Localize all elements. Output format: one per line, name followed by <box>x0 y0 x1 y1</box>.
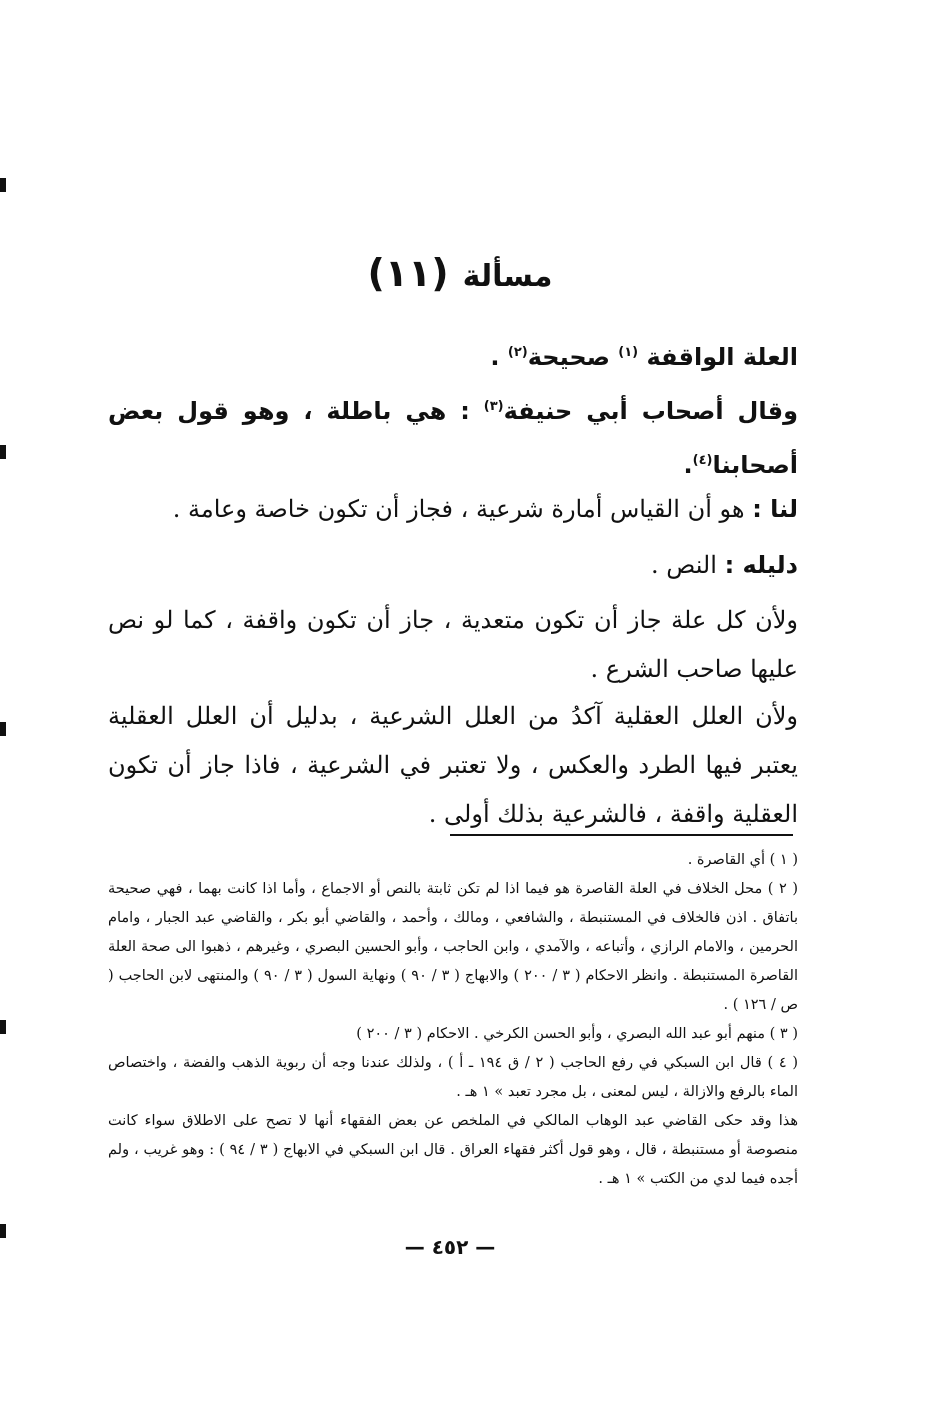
paragraph-second-argument: ولأن كل علة جاز أن تكون متعدية ، جاز أن تكون واقفة ، كما لو نص عليها صاحب الشرع . <box>108 606 798 683</box>
heading-number: (١١) <box>367 251 449 295</box>
footnote-ref: (٣) <box>483 399 504 414</box>
paragraph-thesis <box>108 328 798 382</box>
footnote-ref: (١) <box>618 345 639 360</box>
argument-lead: لنا : <box>752 495 798 523</box>
evidence-lead: دليله : <box>724 551 798 579</box>
scan-edge-mark <box>0 445 6 459</box>
paragraph-third-argument: ولأن العلل العقلية آكدُ من العلل الشرعية ، بدليل أن العلل العقلية يعتبر فيها الطرد والعكس ، ولا تعتبر في الشرعية ، فاذا جاز أن تكون العقلية واقفة ، فالشرعية بذلك أولى . <box>108 702 798 828</box>
scan-edge-mark <box>0 722 6 736</box>
footnote-1: ( ١ ) أي القاصرة . <box>687 852 798 868</box>
opposing-text-2: : هي باطلة ، وهو قول بعض أصحابنا <box>108 397 798 479</box>
footnote-2: ( ٢ ) محل الخلاف في العلة القاصرة هو فيما اذا لم تكن ثابتة بالنص أو الاجماع ، وأما اذا كانت بهما ، فهي صحيحة باتفاق . اذن فالخلاف في المستنبطة ، والشافعي ، ومالك ، وأحمد ، والقاضي أبو بكر ، والقاضي عبد الجبار ، وامام الحرمين ، والامام الرازي ، وأتباعه ، والآمدي ، وابن الحاجب ، وأبو الحسين البصري ، وغيرهم ، ذهبوا الى صحة العلة القاصرة المستنبطة . وانظر الاحكام ( ٣ / ٢٠٠ ) والابهاج ( ٣ / ٩٠ ) ونهاية السول ( ٣ / ٩٠ ) والمنتهى لابن الحاجب ( ص / ١٢٦ ) . <box>108 881 798 1013</box>
thesis-text: العلة الواقفة <box>646 343 798 371</box>
scan-edge-mark <box>0 1020 6 1034</box>
paragraph-evidence <box>108 541 798 590</box>
paragraph-opposing-view <box>108 382 798 490</box>
scan-edge-mark <box>0 178 6 192</box>
footnotes <box>108 846 798 1194</box>
argument-text: هو أن القياس أمارة شرعية ، فجاز أن تكون خاصة وعامة . <box>172 495 745 523</box>
chapter-heading <box>340 243 580 303</box>
footnote-4-continued: هذا وقد حكى القاضي عبد الوهاب المالكي في الملخص عن بعض الفقهاء أنها لا تصح على الاطلاق سواء كانت منصوصة أو مستنبطة ، قال ، وهو قول أكثر فقهاء العراق . قال ابن السبكي في الابهاج ( ٣ / ٩٤ ) : وهو غريب ، ولم أجده فيما لدي من الكتب » ١ هـ . <box>108 1113 798 1187</box>
opposing-end: . <box>683 451 693 479</box>
evidence-text: النص . <box>651 551 717 579</box>
heading-word: مسألة <box>462 259 553 294</box>
footnote-3: ( ٣ ) منهم أبو عبد الله البصري ، وأبو الحسن الكرخي . الاحكام ( ٣ / ٢٠٠ ) <box>356 1026 798 1042</box>
thesis-text-2: صحيحة <box>527 343 610 371</box>
footnote-ref: (٤) <box>692 453 713 468</box>
scan-edge-mark <box>0 1224 6 1238</box>
page-number: — ٤٥٢ — <box>404 1235 496 1259</box>
thesis-end: . <box>490 343 500 371</box>
footnote-ref: (٢) <box>507 345 528 360</box>
footnote-4: ( ٤ ) قال ابن السبكي في رفع الحاجب ( ٢ / ق ١٩٤ ـ أ ) ، ولذلك عندنا وجه أن ربوية الذهب والفضة ، واختصاص الماء بالرفع والازالة ، ليس لمعنى ، بل مجرد تعبد » ١ هـ . <box>108 1055 798 1100</box>
opposing-text: وقال أصحاب أبي حنيفة <box>503 397 798 425</box>
footnote-divider <box>450 834 793 836</box>
paragraph-argument <box>108 485 798 534</box>
